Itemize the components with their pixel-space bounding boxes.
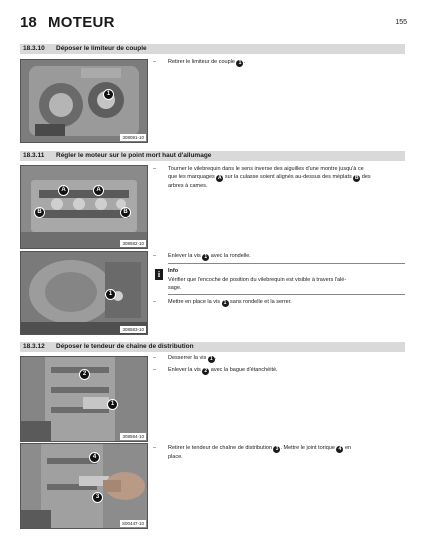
instruction-step: – Retirer le limiteur de couple 1 . <box>153 59 246 66</box>
info-label: Info <box>168 268 179 274</box>
page-number: 155 <box>395 19 407 26</box>
callout-marker: 1 <box>107 399 118 410</box>
callout-marker: 1 <box>105 289 116 300</box>
reference-badge: 2 <box>202 368 209 375</box>
engine-photo-crankcase <box>20 251 148 335</box>
section-heading-18-3-10 <box>20 44 405 54</box>
instruction-step: – Desserrer la vis 1 . <box>153 355 217 362</box>
figure-caption: 308584-10 <box>122 434 144 439</box>
reference-badge: 3 <box>273 446 280 453</box>
section-number: 18.3.10 <box>23 45 45 52</box>
reference-badge: A <box>218 175 222 181</box>
callout-marker: 4 <box>89 452 100 463</box>
section-title: Déposer le tendeur de chaîne de distribution <box>56 343 194 350</box>
figure-caption: S00447-10 <box>121 521 144 526</box>
figure-caption: 308582-10 <box>122 241 144 246</box>
callout-marker: B <box>34 207 45 218</box>
callout-marker: 3 <box>92 492 103 503</box>
info-text: Vérifier que l'encoche de position du vilebrequin est visible à travers l'alé- sage. <box>168 277 347 291</box>
chapter-title: MOTEUR <box>48 14 115 31</box>
figure-caption: 308081-10 <box>122 135 144 140</box>
section-heading-18-3-12 <box>20 342 405 352</box>
reference-badge: 1 <box>208 356 215 363</box>
figure-caption: 308583-10 <box>122 327 144 332</box>
section-title: Régler le moteur sur le point mort haut d'allumage <box>56 152 212 159</box>
section-number: 18.3.11 <box>23 152 45 159</box>
callout-marker: B <box>120 207 131 218</box>
engine-photo-torque-limiter <box>20 59 148 143</box>
instruction-step: – Mettre en place la vis 1 sans rondelle et la serrer. <box>153 299 292 306</box>
section-number: 18.3.12 <box>23 343 45 350</box>
chapter-number: 18 <box>20 14 37 31</box>
reference-badge: 1 <box>202 254 209 261</box>
instruction-step: – Retirer le tendeur de chaîne de distribution 3 . Mettre le joint torique 4 en place. <box>153 445 352 460</box>
info-icon: i <box>155 269 163 280</box>
instruction-step: – Enlever la vis 2 avec la bague d'étanchéité. <box>153 367 278 374</box>
callout-marker: A <box>58 185 69 196</box>
reference-badge: B <box>354 175 359 181</box>
instruction-step: – Tourner le vilebrequin dans le sens inverse des aiguilles d'une montre jusqu'à ce que les marquages A sur la culasse soient alignés au-dessus des méplats B des arbres à cames. <box>153 166 371 189</box>
callout-marker: 2 <box>79 369 90 380</box>
callout-marker: A <box>93 185 104 196</box>
instruction-step: – Enlever la vis 1 avec la rondelle. <box>153 253 251 260</box>
callout-marker: 1 <box>103 89 114 100</box>
section-heading-18-3-11 <box>20 151 405 161</box>
engine-photo-tensioner-removal <box>20 443 148 529</box>
page-header <box>20 14 407 36</box>
reference-badge: 1 <box>222 300 229 307</box>
reference-badge: 4 <box>336 446 343 453</box>
reference-badge: 1 <box>236 60 243 67</box>
section-title: Déposer le limiteur de couple <box>56 45 147 52</box>
